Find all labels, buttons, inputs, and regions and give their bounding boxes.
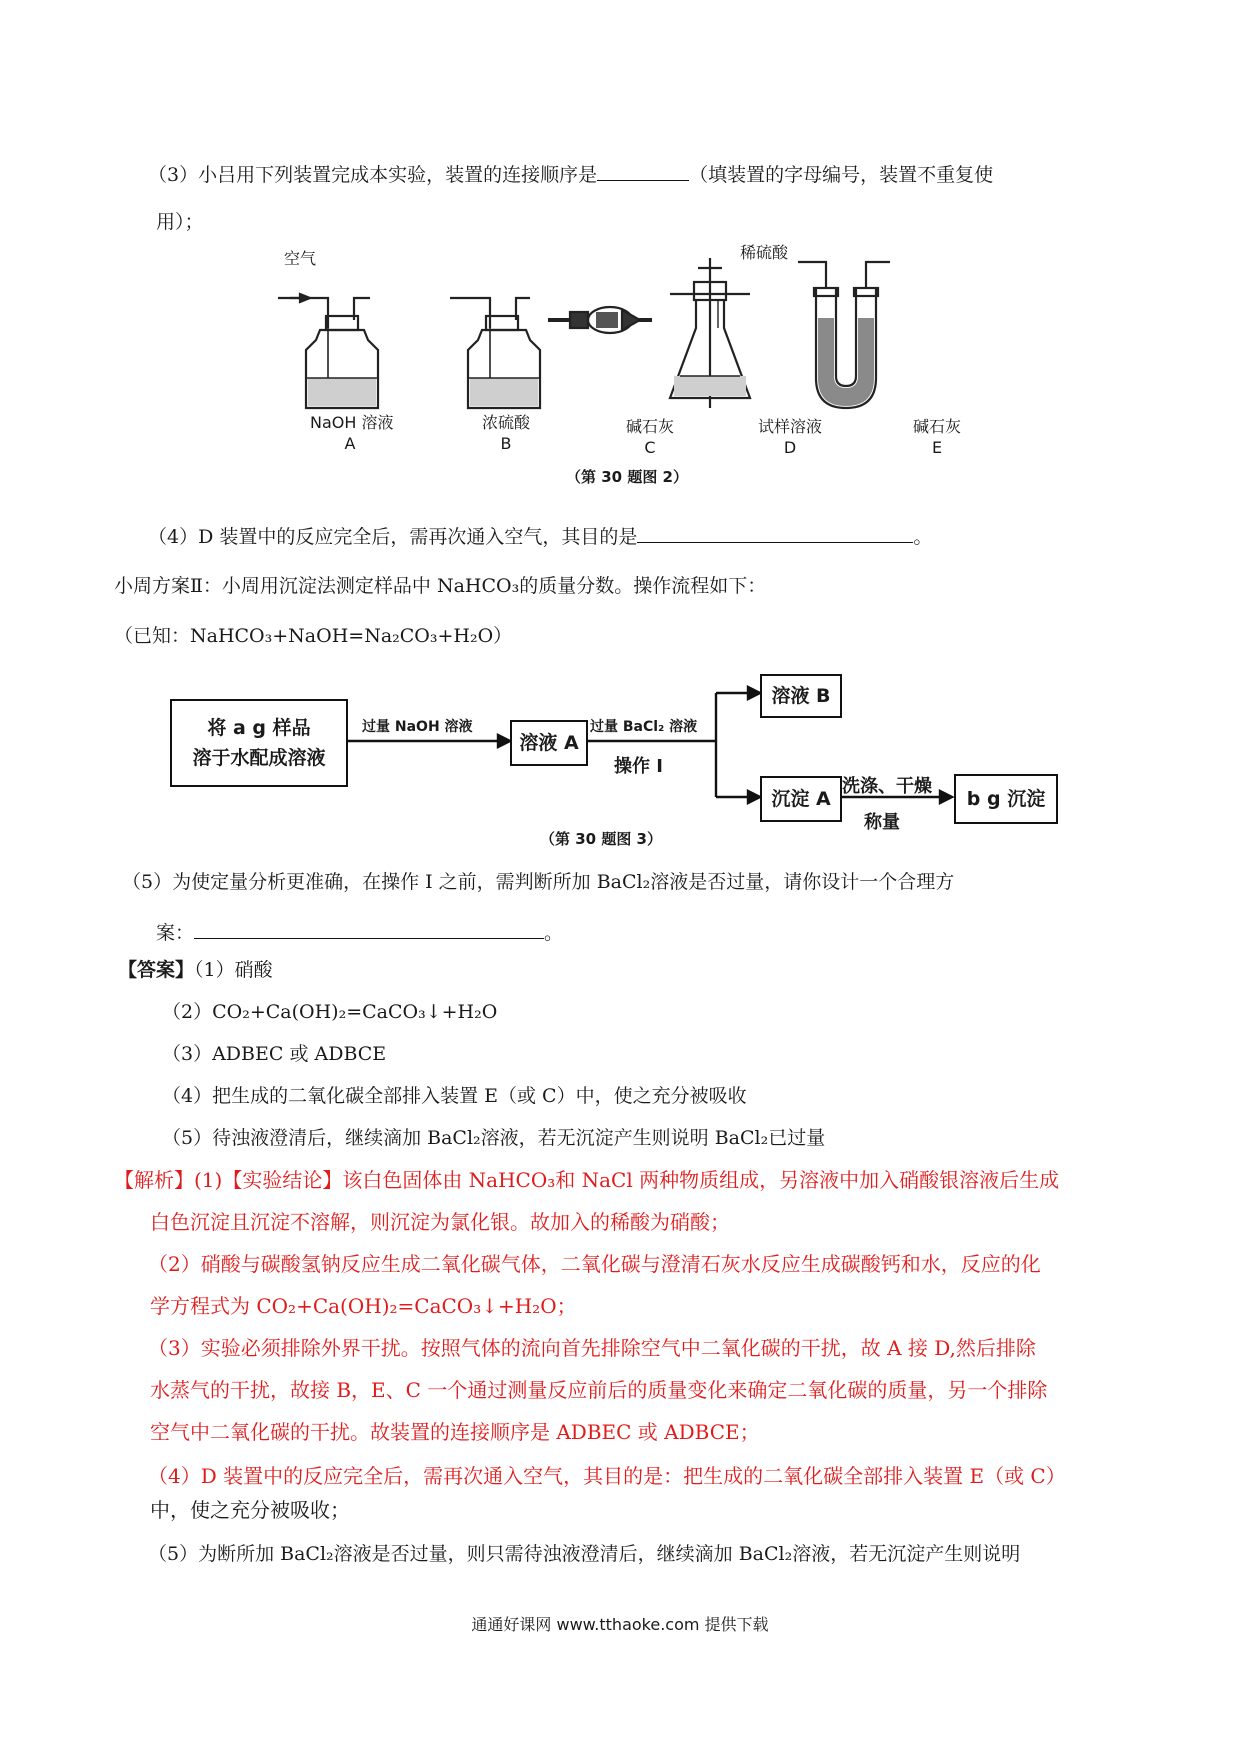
analysis-line-4: 学方程式为 CO₂+Ca(OH)₂=CaCO₃↓+H₂O； <box>150 1294 577 1318</box>
plan-2-text: 小周方案Ⅱ：小周用沉淀法测定样品中 NaHCO₃的质量分数。操作流程如下： <box>114 575 767 597</box>
question-3-line-2: 用）； <box>156 211 204 233</box>
device-c-name: 碱石灰 <box>625 417 674 436</box>
device-e-utube <box>798 262 890 408</box>
question-4 <box>148 522 932 551</box>
flow-arrow-2-label: 过量 BaCl₂ 溶液 <box>590 719 698 735</box>
answer-heading: 【答案】 <box>118 959 195 981</box>
device-c-letter: C <box>644 438 656 457</box>
page-footer: 通通好课网 www.tthaoke.com 提供下载 <box>471 1615 769 1634</box>
flow-precipitate-a-box: 沉淀 A <box>760 776 842 822</box>
device-b-bottle <box>450 298 540 408</box>
analysis-line-10: （5）为断所加 BaCl₂溶液是否过量，则只需待浊液澄清后，继续滴加 BaCl₂溶液，若无沉淀产生则说明 <box>148 1543 1021 1565</box>
figure-3-caption: （第 30 题图 3） <box>540 830 662 848</box>
device-d-name: 试样溶液 <box>757 417 822 436</box>
q4-text: （4）D 装置中的反应完全后，需再次通入空气，其目的是 <box>148 526 638 548</box>
flow-arrow-3-top-label: 洗涤、干燥 <box>842 776 932 797</box>
flow-solution-a-box: 溶液 A <box>510 720 588 766</box>
device-e-letter: E <box>931 438 943 457</box>
q3-text: （3）小吕用下列装置完成本实验，装置的连接顺序是 <box>148 164 598 186</box>
analysis-line-8: （4）D 装置中的反应完全后，需再次通入空气，其目的是：把生成的二氧化碳全部排入装置 E（或 C） <box>148 1464 1066 1488</box>
answer-5: （5）待浊液澄清后，继续滴加 BaCl₂溶液，若无沉淀产生则说明 BaCl₂已过量 <box>162 1127 826 1149</box>
answer-3: （3）ADBEC 或 ADBCE <box>162 1043 387 1065</box>
device-b-letter: B <box>500 434 512 453</box>
dilute-sulfuric-acid-label: 稀硫酸 <box>740 243 789 262</box>
flow-start-line-1: 将 a g 样品 <box>207 717 311 739</box>
flow-start-line-2: 溶于水配成溶液 <box>192 747 326 769</box>
answer-blank-q3 <box>597 160 689 181</box>
device-b-name: 浓硫酸 <box>481 413 530 432</box>
answer-1: （1）硝酸 <box>194 959 273 981</box>
flow-solution-b-box: 溶液 B <box>760 674 842 718</box>
analysis-line-9: 中，使之充分被吸收； <box>150 1498 350 1522</box>
analysis-line-1: 【解析】(1)【实验结论】该白色固体由 NaHCO₃和 NaCl 两种物质组成，另溶液中加入硝酸银溶液后生成 <box>114 1168 1060 1192</box>
flow-result-box: b g 沉淀 <box>954 774 1058 824</box>
device-a-letter: A <box>344 434 356 453</box>
device-e-name: 碱石灰 <box>912 417 961 436</box>
air-label: 空气 <box>284 249 317 268</box>
device-d-letter: D <box>783 438 797 457</box>
q5-text-after: 。 <box>544 922 564 944</box>
analysis-line-6: 水蒸气的干扰，故接 B，E、C 一个通过测量反应前后的质量变化来确定二氧化碳的质量，另一个排除 <box>150 1378 1048 1402</box>
answer-blank-q4 <box>637 522 913 543</box>
question-5-line-2 <box>156 918 563 947</box>
answer-line-1 <box>118 956 273 984</box>
question-3-line-1 <box>148 160 993 189</box>
q4-text-after: 。 <box>913 526 933 548</box>
device-a-name: NaOH 溶液 <box>310 413 394 432</box>
device-c-tube <box>548 307 652 333</box>
known-equation: （已知：NaHCO₃+NaOH=Na₂CO₃+H₂O） <box>114 625 513 647</box>
analysis-line-7: 空气中二氧化碳的干扰。故装置的连接顺序是 ADBEC 或 ADBCE； <box>150 1420 760 1444</box>
figure-2-caption: （第 30 题图 2） <box>566 468 688 486</box>
flow-operation-1-label: 操作 I <box>614 756 663 777</box>
flow-arrow-1-label: 过量 NaOH 溶液 <box>362 719 473 735</box>
apparatus-figure <box>270 258 1000 498</box>
flow-start-box <box>170 699 348 787</box>
q3-text-after: （填装置的字母编号，装置不重复使 <box>689 164 994 186</box>
question-5-line-1: （5）为使定量分析更准确，在操作 I 之前，需判断所加 BaCl₂溶液是否过量，请你设计一个合理方 <box>122 871 955 893</box>
answer-4: （4）把生成的二氧化碳全部排入装置 E（或 C）中，使之充分被吸收 <box>162 1085 747 1107</box>
flow-arrow-3-bottom-label: 称量 <box>864 812 900 833</box>
analysis-line-5: （3）实验必须排除外界干扰。按照气体的流向首先排除空气中二氧化碳的干扰，故 A 接 D,然后排除 <box>148 1336 1036 1360</box>
q5-text: 案： <box>156 922 195 944</box>
analysis-line-3: （2）硝酸与碳酸氢钠反应生成二氧化碳气体，二氧化碳与澄清石灰水反应生成碳酸钙和水，反应的化 <box>148 1252 1041 1276</box>
answer-2: （2）CO₂+Ca(OH)₂=CaCO₃↓+H₂O <box>162 1001 498 1023</box>
answer-blank-q5 <box>194 918 544 939</box>
device-d-flask <box>670 258 750 408</box>
device-a-bottle <box>278 294 378 408</box>
analysis-line-2: 白色沉淀且沉淀不溶解，则沉淀为氯化银。故加入的稀酸为硝酸； <box>150 1210 730 1234</box>
